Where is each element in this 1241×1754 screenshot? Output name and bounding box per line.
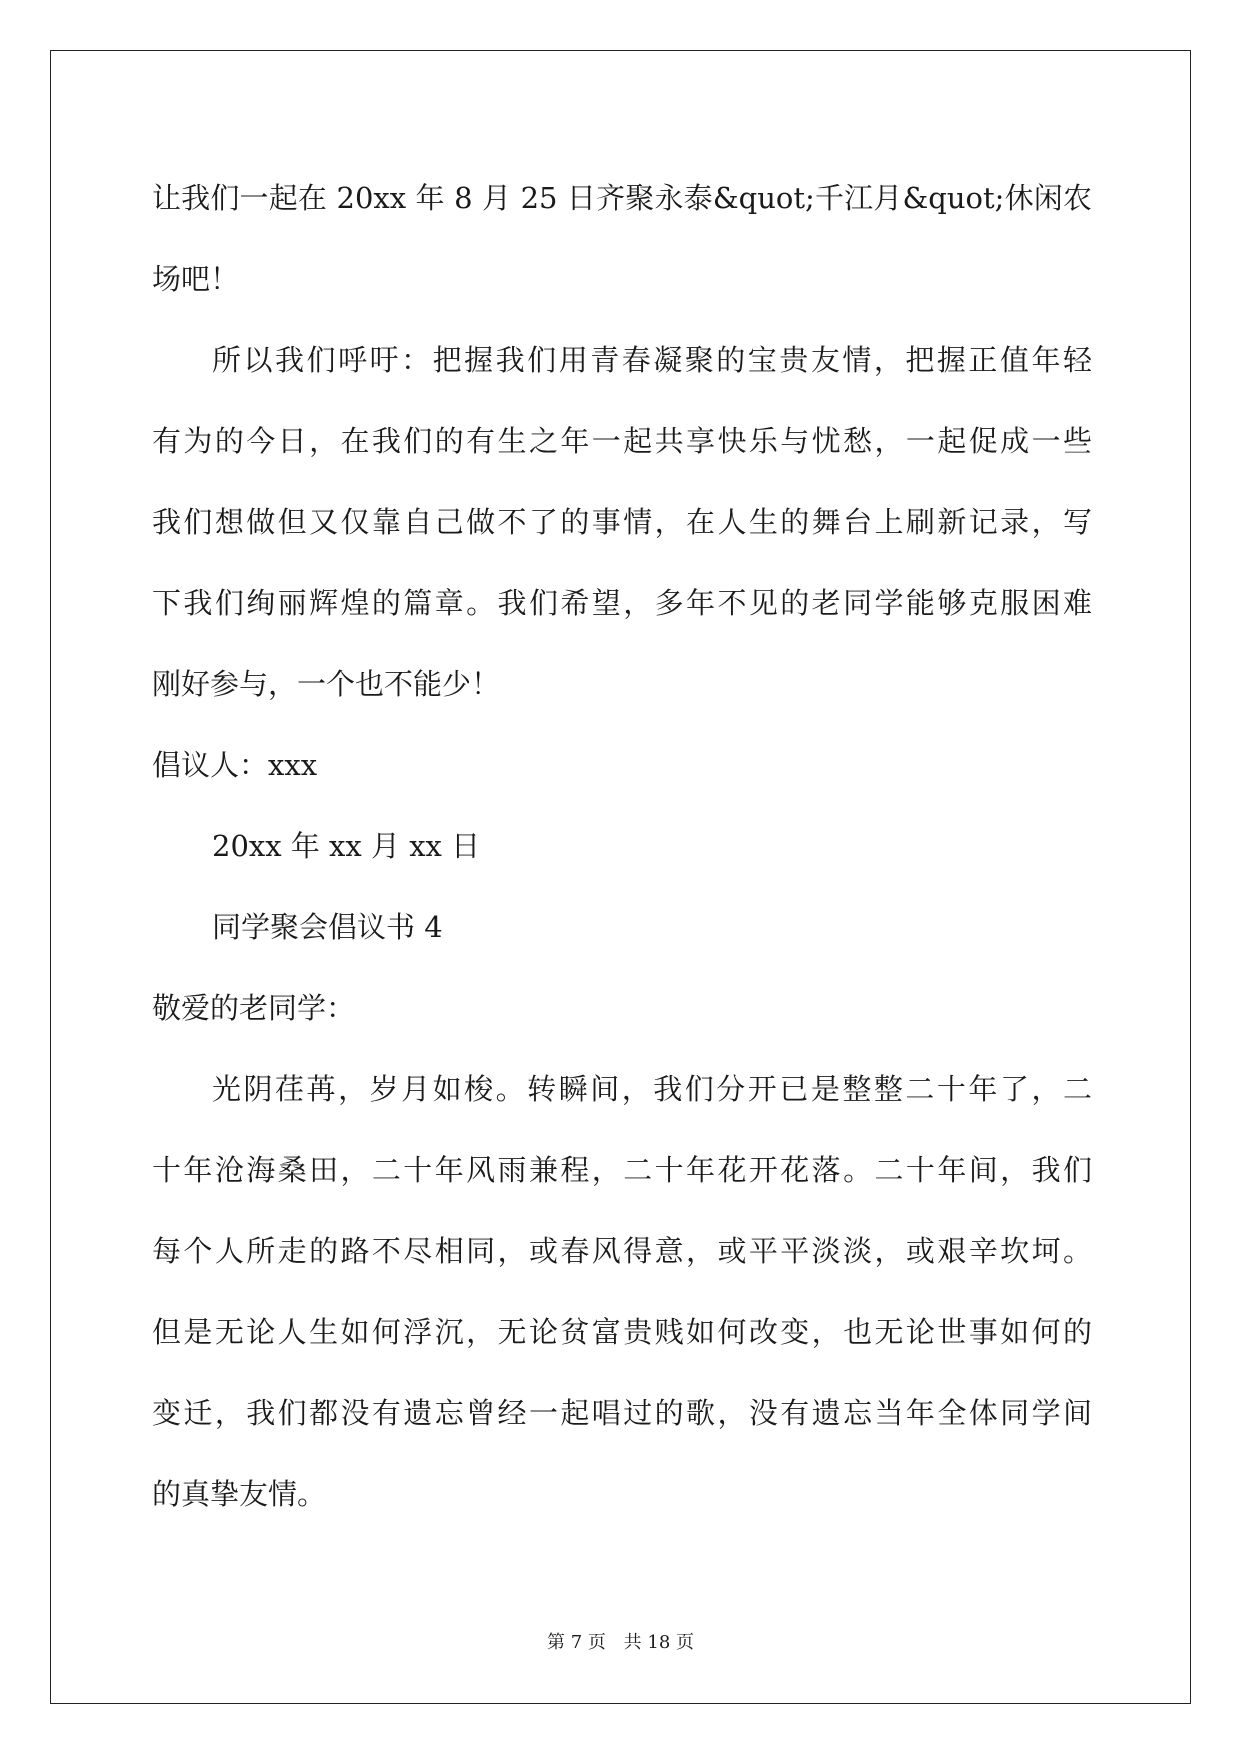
page-footer [0,1628,1241,1654]
text-line: 变迁，我们都没有遗忘曾经一起唱过的歌，没有遗忘当年全体同学间 [152,1396,1092,1430]
text-line: 场吧！ [152,262,240,296]
text-line: 下我们绚丽辉煌的篇章。我们希望，多年不见的老同学能够克服困难 [152,586,1092,620]
text-line: 刚好参与，一个也不能少！ [152,667,501,701]
salutation: 敬爱的老同学： [152,991,356,1025]
initiator-line: 倡议人：xxx [152,748,318,782]
page-total: 共 18 页 [623,1632,694,1653]
text-line: 的真挚友情。 [152,1477,327,1511]
page-number: 第 7 页 [547,1632,606,1653]
text-line: 我们想做但又仅靠自己做不了的事情，在人生的舞台上刷新记录，写 [152,505,1092,539]
text-line: 有为的今日，在我们的有生之年一起共享快乐与忧愁，一起促成一些 [152,424,1092,458]
text-line: 让我们一起在 20xx 年 8 月 25 日齐聚永泰&quot;千江月&quot;休闲农 [152,181,1092,215]
paragraph-start: 所以我们呼吁：把握我们用青春凝聚的宝贵友情，把握正值年轻 [212,343,1092,377]
document-body [152,158,1092,1535]
text-line: 每个人所走的路不尽相同，或春风得意，或平平淡淡，或艰辛坎坷。 [152,1234,1092,1268]
text-line: 十年沧海桑田，二十年风雨兼程，二十年花开花落。二十年间，我们 [152,1153,1092,1187]
date-line: 20xx 年 xx 月 xx 日 [212,829,481,863]
section-title: 同学聚会倡议书 4 [212,910,443,944]
text-line: 但是无论人生如何浮沉，无论贫富贵贱如何改变，也无论世事如何的 [152,1315,1092,1349]
paragraph-start: 光阴荏苒，岁月如梭。转瞬间，我们分开已是整整二十年了，二 [212,1072,1092,1106]
